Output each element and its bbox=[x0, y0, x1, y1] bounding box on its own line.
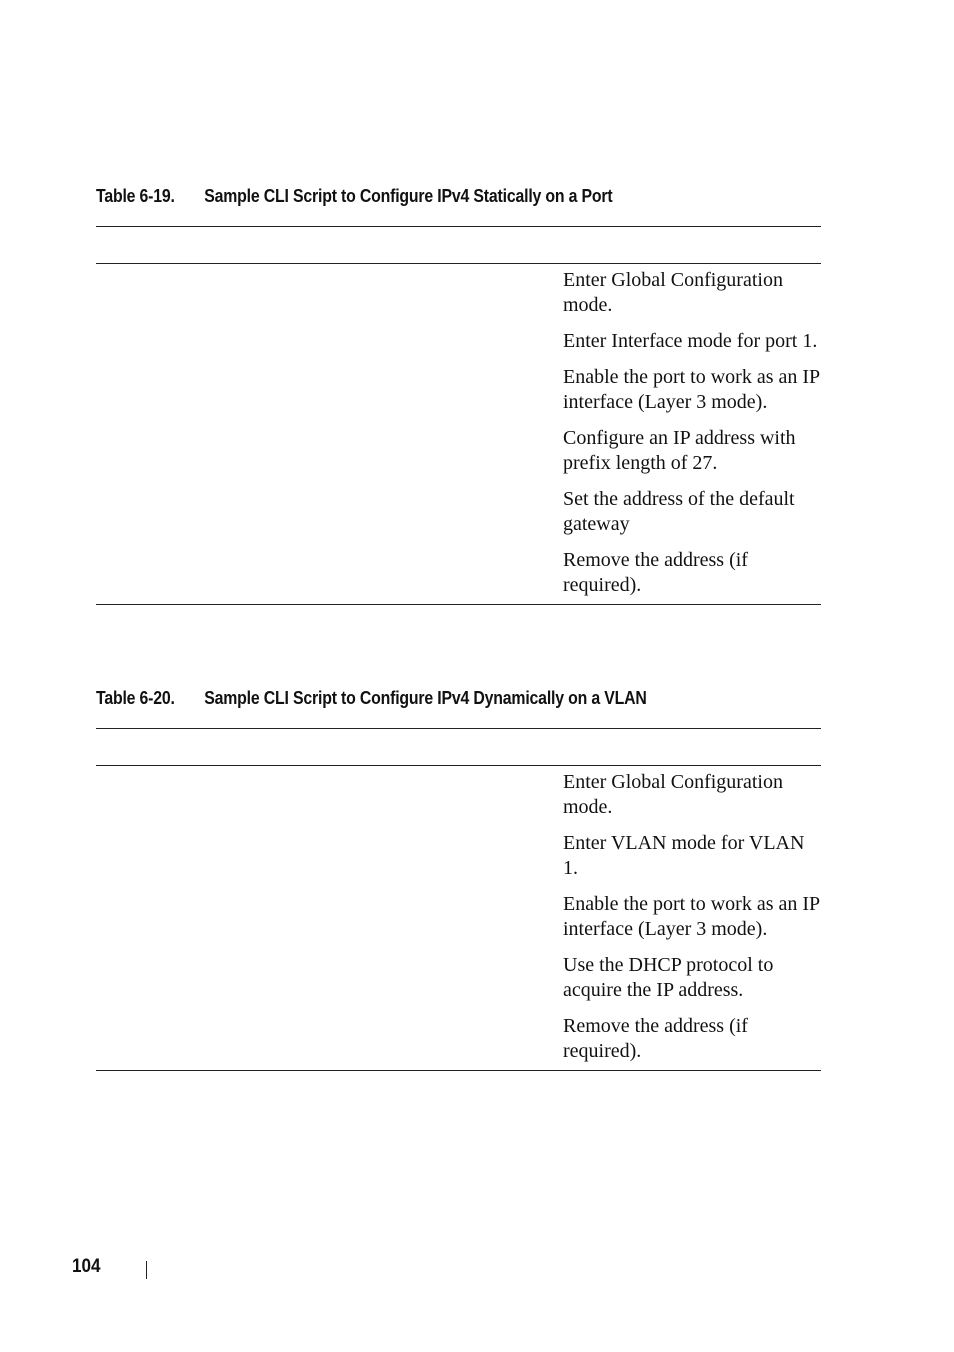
table-row bbox=[96, 487, 821, 548]
command-cell bbox=[96, 487, 563, 548]
description-cell: Use the DHCP protocol to acquire the IP address. bbox=[563, 954, 774, 1001]
table-caption-2 bbox=[96, 688, 747, 709]
table-number: Table 6-19. bbox=[96, 186, 175, 206]
footer-divider bbox=[146, 1261, 147, 1279]
table-row bbox=[96, 268, 821, 329]
command-cell bbox=[96, 831, 563, 892]
table-row bbox=[96, 831, 821, 892]
table-body bbox=[96, 766, 821, 1071]
table-row bbox=[96, 426, 821, 487]
table-row bbox=[96, 329, 821, 365]
page-number: 104 bbox=[72, 1256, 101, 1277]
command-cell bbox=[96, 1014, 563, 1064]
command-cell bbox=[96, 770, 563, 831]
command-cell bbox=[96, 548, 563, 598]
table-row bbox=[96, 953, 821, 1014]
table-caption-1 bbox=[96, 186, 747, 207]
description-cell: Enable the port to work as an IP interface (Layer 3 mode). bbox=[563, 893, 820, 940]
table-header-row bbox=[96, 728, 821, 766]
table-body bbox=[96, 264, 821, 605]
description-cell: Enter Global Configuration mode. bbox=[563, 269, 783, 316]
table-row bbox=[96, 1014, 821, 1064]
description-cell: Remove the address (if required). bbox=[563, 1015, 748, 1062]
description-cell: Configure an IP address with prefix length of 27. bbox=[563, 427, 796, 474]
table-header-row bbox=[96, 226, 821, 264]
table-number: Table 6-20. bbox=[96, 688, 175, 708]
description-cell: Enter Global Configuration mode. bbox=[563, 771, 783, 818]
table-row bbox=[96, 548, 821, 598]
command-cell bbox=[96, 953, 563, 1014]
table-title: Sample CLI Script to Configure IPv4 Dynamically on a VLAN bbox=[204, 688, 647, 708]
command-cell bbox=[96, 329, 563, 365]
table-row bbox=[96, 770, 821, 831]
description-cell: Remove the address (if required). bbox=[563, 549, 748, 596]
table-row bbox=[96, 365, 821, 426]
command-cell bbox=[96, 892, 563, 953]
command-cell bbox=[96, 268, 563, 329]
table-1 bbox=[96, 226, 821, 605]
command-cell bbox=[96, 365, 563, 426]
command-cell bbox=[96, 426, 563, 487]
table-2 bbox=[96, 728, 821, 1071]
description-cell: Enable the port to work as an IP interface (Layer 3 mode). bbox=[563, 366, 820, 413]
description-cell: Set the address of the default gateway bbox=[563, 488, 795, 535]
description-cell: Enter VLAN mode for VLAN 1. bbox=[563, 832, 805, 879]
description-cell: Enter Interface mode for port 1. bbox=[563, 330, 818, 352]
table-title: Sample CLI Script to Configure IPv4 Statically on a Port bbox=[204, 186, 613, 206]
table-row bbox=[96, 892, 821, 953]
